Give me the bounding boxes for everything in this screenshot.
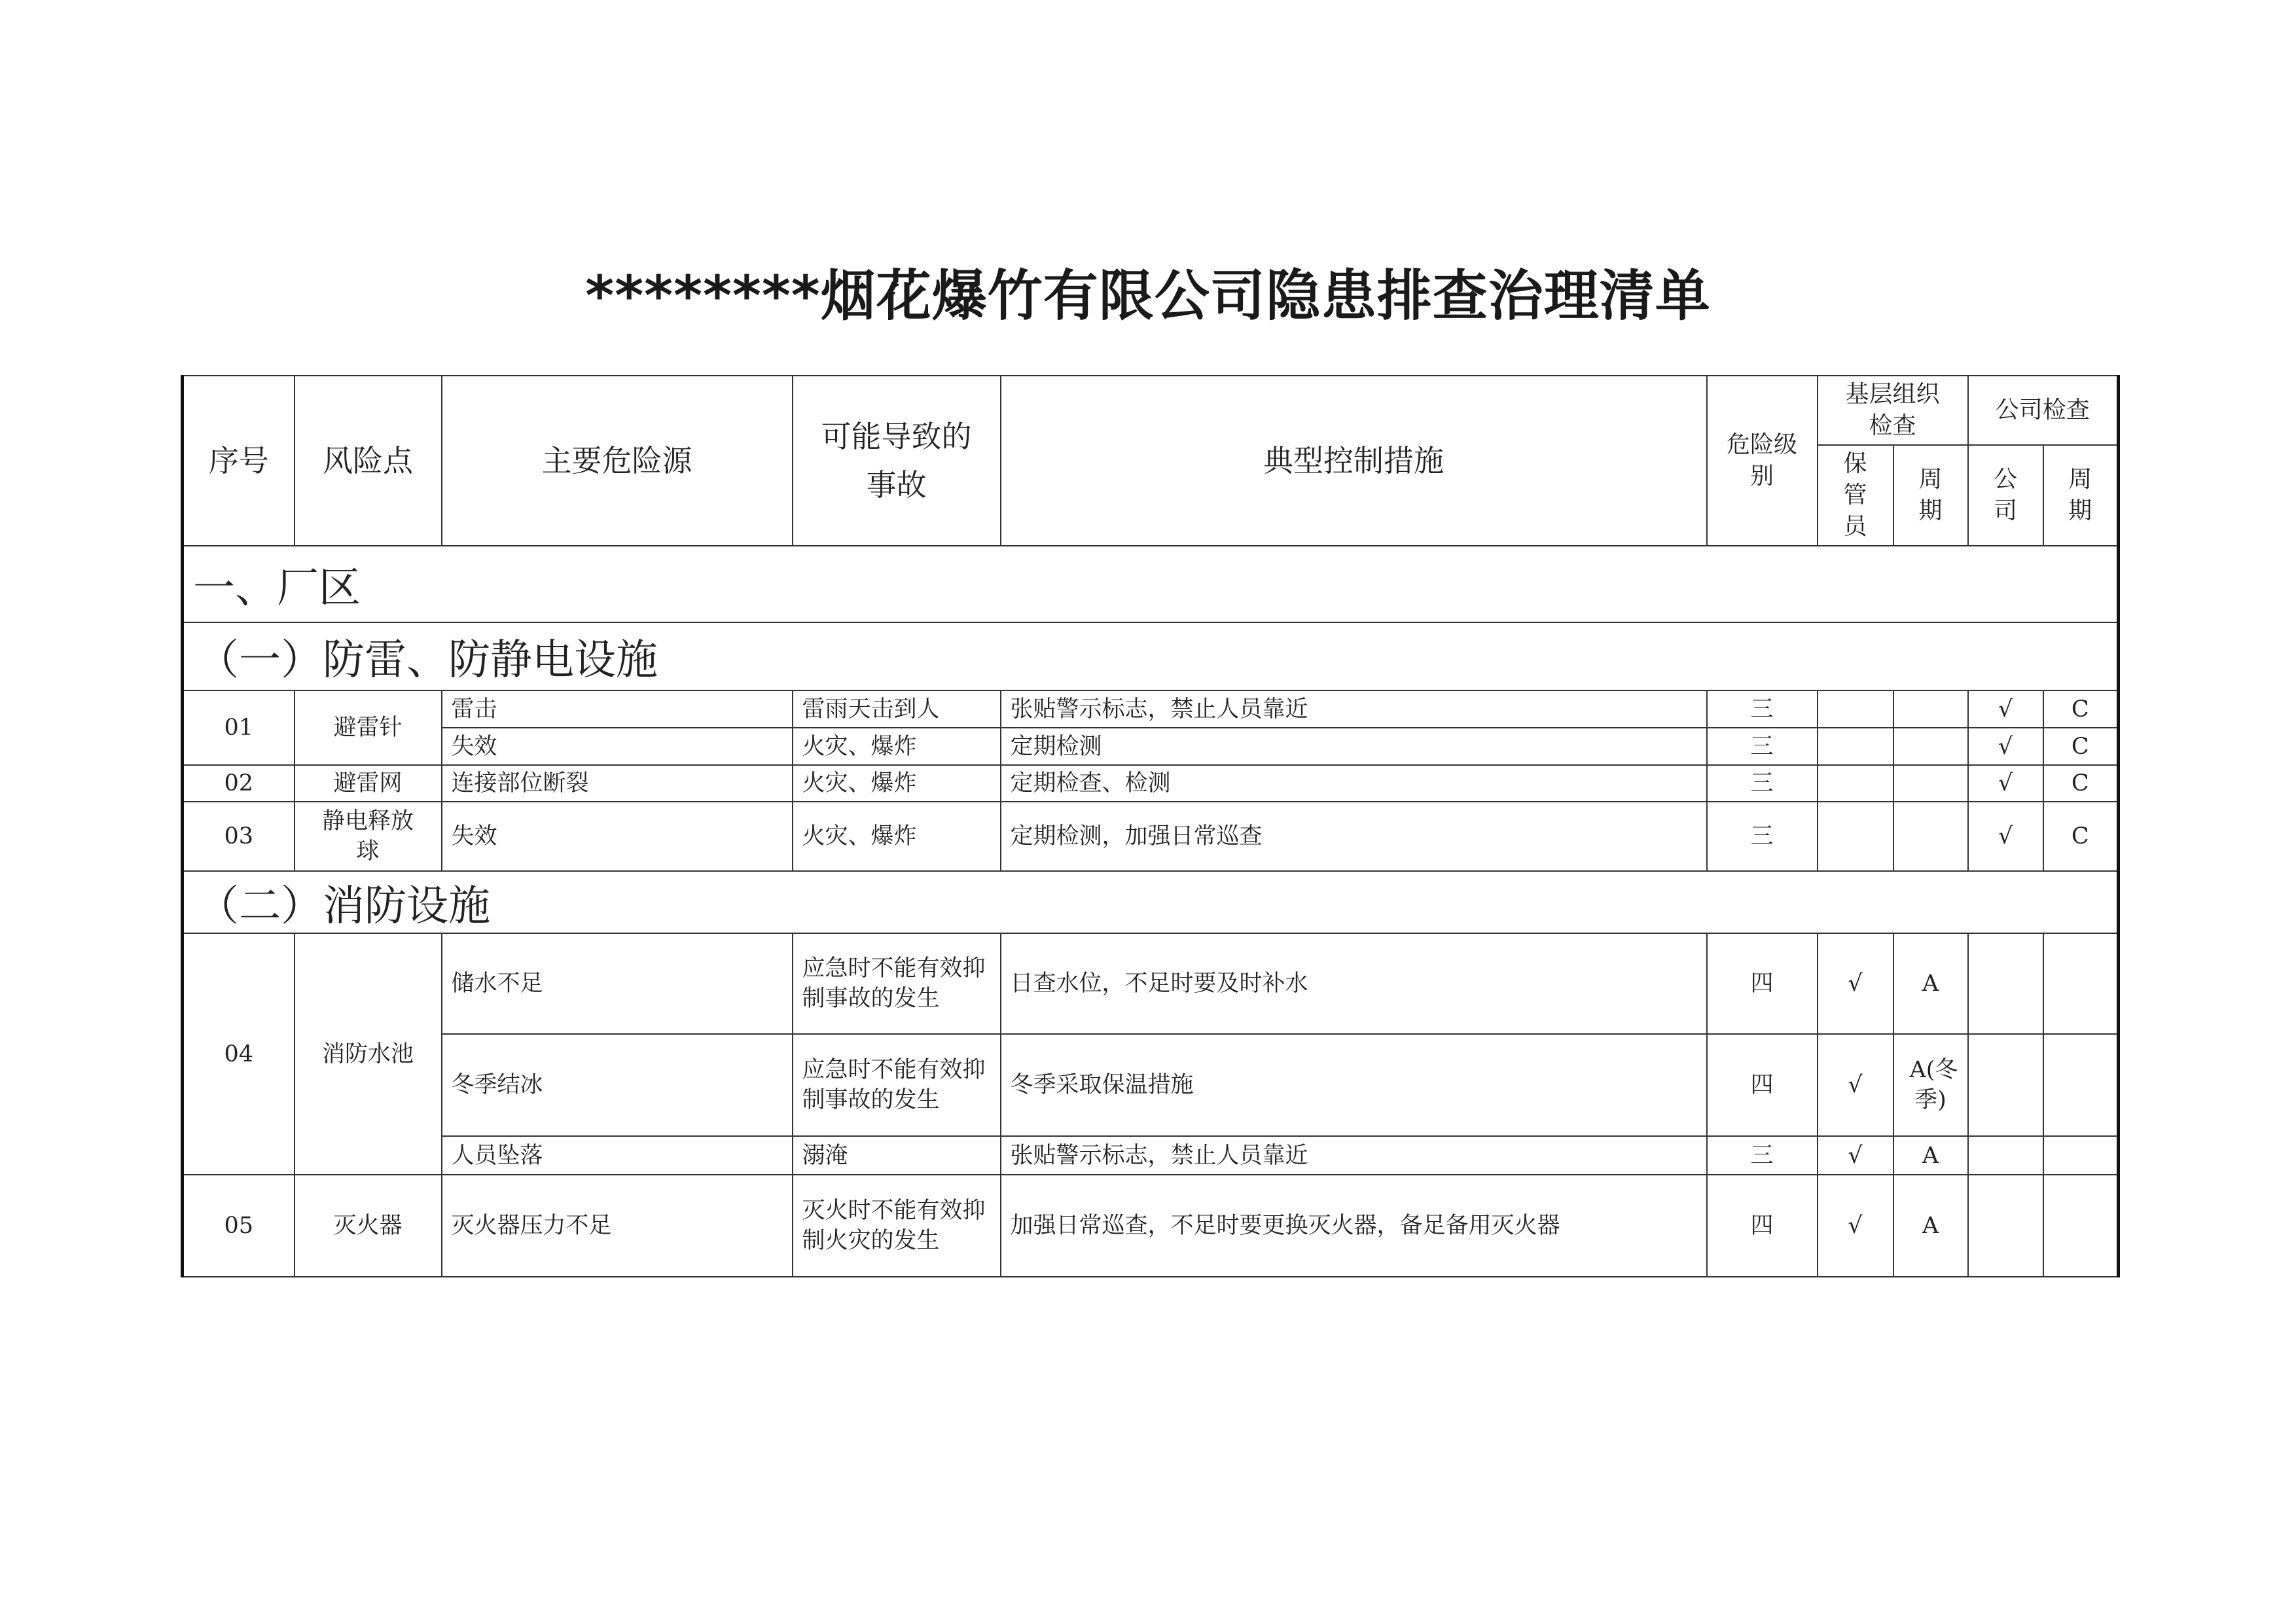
row-level: 四: [1707, 1175, 1818, 1277]
row-level: 三: [1707, 690, 1818, 728]
row-level: 三: [1707, 765, 1818, 802]
row-period-1: A: [1893, 933, 1968, 1034]
header-seq: 序号: [183, 376, 295, 546]
row-period-2: C: [2043, 765, 2119, 802]
row-measure: 加强日常巡查，不足时要更换灭火器，备足备用灭火器: [1001, 1175, 1707, 1277]
row-risk-point: 消防水池: [295, 933, 442, 1175]
row-level: 三: [1707, 1136, 1818, 1175]
row-keeper: √: [1818, 1175, 1893, 1277]
table-row: [183, 728, 2119, 765]
row-company: [1968, 933, 2043, 1034]
table-row: [183, 1034, 2119, 1136]
row-company: √: [1968, 728, 2043, 765]
row-keeper: √: [1818, 1034, 1893, 1136]
row-measure: 定期检测: [1001, 728, 1707, 765]
row-measure: 定期检查、检测: [1001, 765, 1707, 802]
row-period-2: [2043, 1034, 2119, 1136]
row-hazard: 失效: [442, 802, 793, 871]
row-company: [1968, 1175, 2043, 1277]
table-row: [183, 690, 2119, 728]
section-heading-factory: 一、厂区: [183, 546, 2119, 622]
row-seq: 03: [183, 802, 295, 871]
table-row: [183, 1175, 2119, 1277]
row-level: 三: [1707, 802, 1818, 871]
row-measure: 张贴警示标志，禁止人员靠近: [1001, 690, 1707, 728]
row-keeper: [1818, 728, 1893, 765]
row-accident: 火灾、爆炸: [793, 802, 1001, 871]
row-hazard: 雷击: [442, 690, 793, 728]
header-level: 危险级别: [1707, 376, 1818, 546]
row-risk-point: 静电释放球: [295, 802, 442, 871]
row-accident: 火灾、爆炸: [793, 765, 1001, 802]
row-risk-point: 避雷针: [295, 690, 442, 765]
row-level: 四: [1707, 1034, 1818, 1136]
row-period-2: [2043, 1136, 2119, 1175]
row-measure: 冬季采取保温措施: [1001, 1034, 1707, 1136]
row-risk-point: 避雷网: [295, 765, 442, 802]
row-measure: 张贴警示标志，禁止人员靠近: [1001, 1136, 1707, 1175]
row-keeper: √: [1818, 933, 1893, 1034]
row-level: 四: [1707, 933, 1818, 1034]
row-seq: 01: [183, 690, 295, 765]
row-hazard: 冬季结冰: [442, 1034, 793, 1136]
row-company: √: [1968, 690, 2043, 728]
row-period-1: A: [1893, 1136, 1968, 1175]
row-company: [1968, 1136, 2043, 1175]
row-accident: 灭火时不能有效抑制火灾的发生: [793, 1175, 1001, 1277]
header-risk-point: 风险点: [295, 376, 442, 546]
row-period-1: [1893, 690, 1968, 728]
row-hazard: 灭火器压力不足: [442, 1175, 793, 1277]
row-period-1: [1893, 728, 1968, 765]
table-row: [183, 933, 2119, 1034]
row-keeper: [1818, 765, 1893, 802]
row-accident: 溺淹: [793, 1136, 1001, 1175]
row-period-2: C: [2043, 802, 2119, 871]
row-seq: 02: [183, 765, 295, 802]
table-row: [183, 765, 2119, 802]
row-accident: 雷雨天击到人: [793, 690, 1001, 728]
row-period-2: [2043, 1175, 2119, 1277]
table-row: [183, 802, 2119, 871]
hazard-checklist-table: [181, 375, 2120, 1277]
header-period-1: 周期: [1893, 445, 1968, 546]
header-accident: 可能导致的事故: [793, 376, 1001, 546]
table-row: [183, 1136, 2119, 1175]
header-company-check: 公司检查: [1968, 376, 2119, 445]
row-period-2: C: [2043, 728, 2119, 765]
row-measure: 日查水位，不足时要及时补水: [1001, 933, 1707, 1034]
header-grassroots-check: 基层组织检查: [1818, 376, 1968, 445]
row-accident: 应急时不能有效抑制事故的发生: [793, 1034, 1001, 1136]
row-hazard: 储水不足: [442, 933, 793, 1034]
row-level: 三: [1707, 728, 1818, 765]
row-hazard: 连接部位断裂: [442, 765, 793, 802]
row-company: [1968, 1034, 2043, 1136]
row-period-2: C: [2043, 690, 2119, 728]
header-measures: 典型控制措施: [1001, 376, 1707, 546]
row-period-1: A(冬季): [1893, 1034, 1968, 1136]
row-keeper: √: [1818, 1136, 1893, 1175]
row-period-1: [1893, 802, 1968, 871]
row-risk-point: 灭火器: [295, 1175, 442, 1277]
row-seq: 04: [183, 933, 295, 1175]
row-period-2: [2043, 933, 2119, 1034]
row-period-1: A: [1893, 1175, 1968, 1277]
row-seq: 05: [183, 1175, 295, 1277]
row-accident: 应急时不能有效抑制事故的发生: [793, 933, 1001, 1034]
header-company-sub: 公司: [1968, 445, 2043, 546]
section-heading-fire: （二）消防设施: [183, 871, 2119, 933]
row-accident: 火灾、爆炸: [793, 728, 1001, 765]
row-keeper: [1818, 802, 1893, 871]
row-hazard: 失效: [442, 728, 793, 765]
row-measure: 定期检测，加强日常巡查: [1001, 802, 1707, 871]
row-keeper: [1818, 690, 1893, 728]
row-hazard: 人员坠落: [442, 1136, 793, 1175]
section-heading-lightning: （一）防雷、防静电设施: [183, 622, 2119, 690]
row-period-1: [1893, 765, 1968, 802]
page-title: ********烟花爆竹有限公司隐患排查治理清单: [585, 264, 1711, 328]
header-keeper: 保管员: [1818, 445, 1893, 546]
row-company: √: [1968, 765, 2043, 802]
header-hazard: 主要危险源: [442, 376, 793, 546]
header-period-2: 周期: [2043, 445, 2119, 546]
row-company: √: [1968, 802, 2043, 871]
